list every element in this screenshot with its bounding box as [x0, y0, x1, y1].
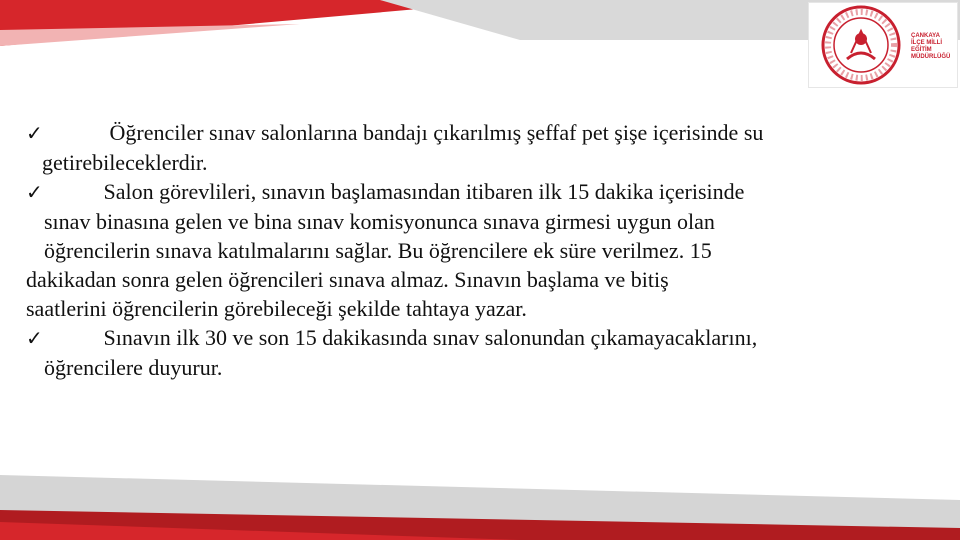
bullet-text: saatlerini öğrencilerin görebileceği şekilde tahtaya yazar. — [26, 296, 527, 321]
logo-line: ÇANKAYA — [911, 33, 940, 39]
logo — [808, 2, 958, 88]
bullet-text: sınav binasına gelen ve bina sınav komisyonunca sınava girmesi uygun olan — [44, 209, 715, 234]
check-icon: ✓ — [26, 326, 43, 350]
check-icon: ✓ — [26, 121, 43, 145]
list-item — [26, 323, 946, 353]
bullet-text: öğrencilere duyurur. — [44, 355, 223, 380]
bullet-text: öğrencilerin sınava katılmalarını sağlar. Bu öğrencilere ek süre verilmez. 15 — [44, 238, 712, 263]
bullet-text: dakikadan sonra gelen öğrencileri sınava almaz. Sınavın başlama ve bitiş — [26, 267, 669, 292]
logo-line: MÜDÜRLÜĞÜ — [911, 54, 951, 60]
list-item — [26, 118, 946, 148]
ministry-seal-icon — [811, 3, 911, 87]
logo-org-text — [911, 33, 960, 61]
bullet-list — [26, 118, 946, 382]
bullet-text: Öğrenciler sınav salonlarına bandajı çıkarılmış şeffaf pet şişe içerisinde su — [109, 120, 764, 145]
bullet-text: Salon görevlileri, sınavın başlamasından itibaren ilk 15 dakika içerisinde — [103, 179, 745, 204]
logo-line: İLÇE MİLLİ EĞİTİM — [911, 40, 942, 53]
bullet-text: getirebileceklerdir. — [42, 150, 208, 175]
check-icon: ✓ — [26, 180, 43, 204]
list-item — [26, 177, 946, 207]
bullet-text: Sınavın ilk 30 ve son 15 dakikasında sınav salonundan çıkamayacaklarını, — [103, 325, 758, 350]
